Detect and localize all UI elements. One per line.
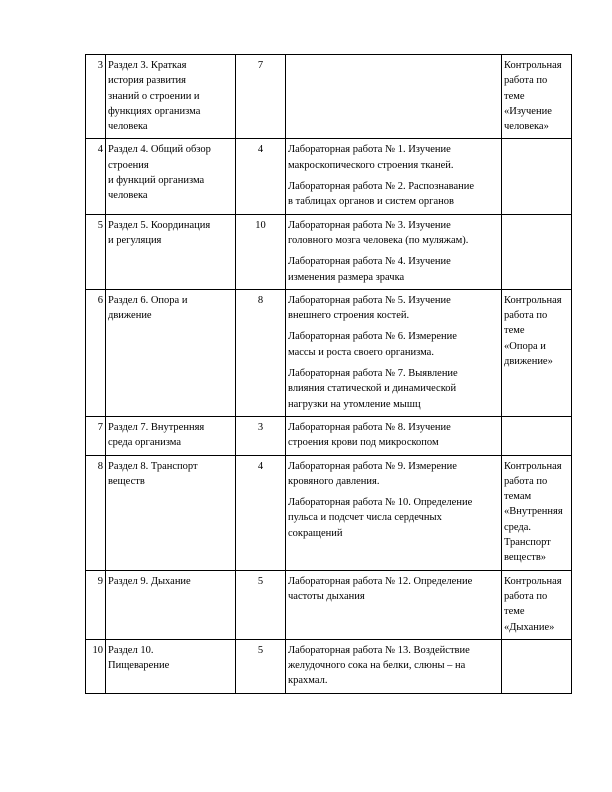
row-number-cell: 9 [86,570,106,639]
table-row [86,139,572,214]
hours-cell: 10 [236,214,286,289]
lab-work-item: Лабораторная работа № 7. Выявление влияния статической и динамической нагрузки на утомление мышц [288,368,458,410]
hours-cell: 7 [236,55,286,139]
curriculum-table [85,54,572,694]
lab-work-item: Лабораторная работа № 9. Измерение кровяного давления. [288,460,457,487]
lab-work-item: Лабораторная работа № 4. Изучение изменения размера зрачка [288,256,451,283]
table-row [86,639,572,693]
lab-work-item: Лабораторная работа № 3. Изучение головного мозга человека (по муляжам). [288,219,469,246]
lab-work-item: Лабораторная работа № 8. Изучение строения крови под микроскопом [288,421,451,449]
lab-work-item: Лабораторная работа № 6. Измерение массы и роста своего организма. [288,331,457,358]
row-number-cell: 5 [86,214,106,289]
control-work-cell [502,639,572,693]
section-title-cell: Раздел 7. Внутренняя среда организма [106,416,236,455]
table-body [86,55,572,694]
hours-cell: 4 [236,455,286,570]
hours-cell: 5 [236,639,286,693]
lab-work-item: Лабораторная работа № 13. Воздействие желудочного сока на белки, слюны – на крахмал. [288,644,470,687]
control-work-cell: Контрольная работа по темам «Внутренняя среда. Транспорт веществ» [502,455,572,570]
lab-works-cell [286,570,502,639]
hours-cell: 5 [236,570,286,639]
control-work-cell [502,139,572,214]
control-work-cell [502,214,572,289]
section-title-cell: Раздел 5. Координация и регуляция [106,214,236,289]
control-work-cell: Контрольная работа по теме «Изучение человека» [502,55,572,139]
lab-work-item: Лабораторная работа № 10. Определение пульса и подсчет числа сердечных сокращений [288,497,473,539]
table-row [86,455,572,570]
section-title-cell: Раздел 3. Краткая история развития знаний о строении и функциях организма человека [106,55,236,139]
lab-work-item: Лабораторная работа № 1. Изучение макроскопического строения тканей. [288,144,454,171]
lab-work-item: Лабораторная работа № 12. Определение частоты дыхания [288,575,473,602]
control-work-cell [502,416,572,455]
table-row [86,289,572,416]
lab-works-cell [286,455,502,570]
section-title-cell: Раздел 10. Пищеварение [106,639,236,693]
section-title-cell: Раздел 4. Общий обзор строения и функций организма человека [106,139,236,214]
lab-works-cell [286,289,502,416]
hours-cell: 3 [236,416,286,455]
row-number-cell: 7 [86,416,106,455]
table-row [86,55,572,139]
row-number-cell: 8 [86,455,106,570]
hours-cell: 8 [236,289,286,416]
table-row [86,214,572,289]
row-number-cell: 10 [86,639,106,693]
lab-works-cell [286,416,502,455]
control-work-cell: Контрольная работа по теме «Дыхание» [502,570,572,639]
row-number-cell: 3 [86,55,106,139]
hours-cell: 4 [236,139,286,214]
table-row [86,570,572,639]
table-row [86,416,572,455]
lab-work-item: Лабораторная работа № 2. Распознавание в таблицах органов и систем органов [288,181,475,208]
lab-works-cell [286,55,502,139]
lab-works-cell [286,639,502,693]
control-work-cell: Контрольная работа по теме «Опора и движение» [502,289,572,416]
row-number-cell: 6 [86,289,106,416]
lab-works-cell [286,214,502,289]
section-title-cell: Раздел 9. Дыхание [106,570,236,639]
section-title-cell: Раздел 8. Транспорт веществ [106,455,236,570]
section-title-cell: Раздел 6. Опора и движение [106,289,236,416]
lab-works-cell [286,139,502,214]
lab-work-item: Лабораторная работа № 5. Изучение внешнего строения костей. [288,294,451,322]
row-number-cell: 4 [86,139,106,214]
